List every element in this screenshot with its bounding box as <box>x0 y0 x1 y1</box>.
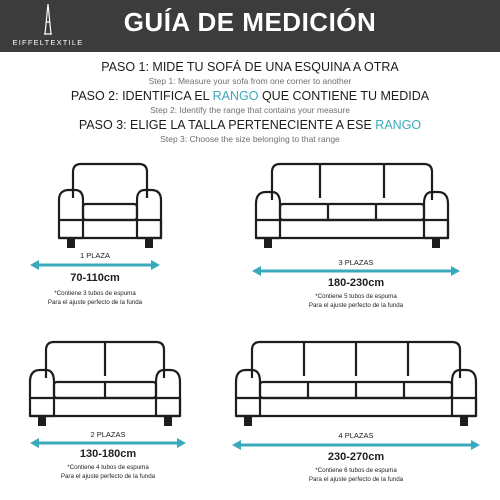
step-3-title: PASO 3: ELIGE LA TALLA PERTENECIENTE A ESE RANGO <box>78 118 422 132</box>
four-seat-sofa-illustration <box>232 338 480 430</box>
step-3-subtitle: Step 3: Choose the size belonging to that range <box>160 134 340 144</box>
note-3-plazas: *Contiene 5 tubos de espuma Para el ajuste perfecto de la funda <box>308 293 404 309</box>
armchair-illustration <box>55 160 165 252</box>
range-4-plazas: 230-270cm <box>327 451 385 463</box>
step-2-accent: RANGO <box>212 89 259 103</box>
step-1-title: PASO 1: MIDE TU SOFÁ DE UNA ESQUINA A OTRA <box>101 60 399 74</box>
step-1-subtitle: Step 1: Measure your sofa from one corner to another <box>148 76 352 86</box>
size-label-1-plaza: 1 PLAZA <box>79 251 110 260</box>
arrow-4-plazas <box>232 438 480 452</box>
page-title: GUÍA DE MEDICIÓN <box>123 7 377 37</box>
range-3-plazas: 180-230cm <box>327 277 385 289</box>
brand-name: EIFFELTEXTILE <box>12 38 84 47</box>
header-banner <box>0 0 500 52</box>
arrow-1-plaza <box>30 258 160 272</box>
range-1-plaza: 70-110cm <box>70 272 120 284</box>
range-2-plazas: 130-180cm <box>79 448 137 460</box>
step-2-title: PASO 2: IDENTIFICA EL RANGO QUE CONTIENE TU MEDIDA <box>70 89 430 103</box>
size-label-4-plazas: 4 PLAZAS <box>338 431 374 440</box>
size-label-2-plazas: 2 PLAZAS <box>90 430 126 439</box>
size-label-3-plazas: 3 PLAZAS <box>338 258 374 267</box>
three-seat-sofa-illustration <box>252 160 452 252</box>
note-1-plaza: *Contiene 3 tubos de espuma Para el ajuste perfecto de la funda <box>47 290 143 306</box>
note-4-plazas: *Contiene 6 tubos de espuma Para el ajuste perfecto de la funda <box>308 467 404 483</box>
note-2-plazas: *Contiene 4 tubos de espuma Para el ajuste perfecto de la funda <box>60 464 156 480</box>
two-seat-sofa-illustration <box>26 338 184 430</box>
step-3-accent: RANGO <box>375 118 422 132</box>
step-2-subtitle: Step 2: Identify the range that contains your measure <box>150 105 350 115</box>
